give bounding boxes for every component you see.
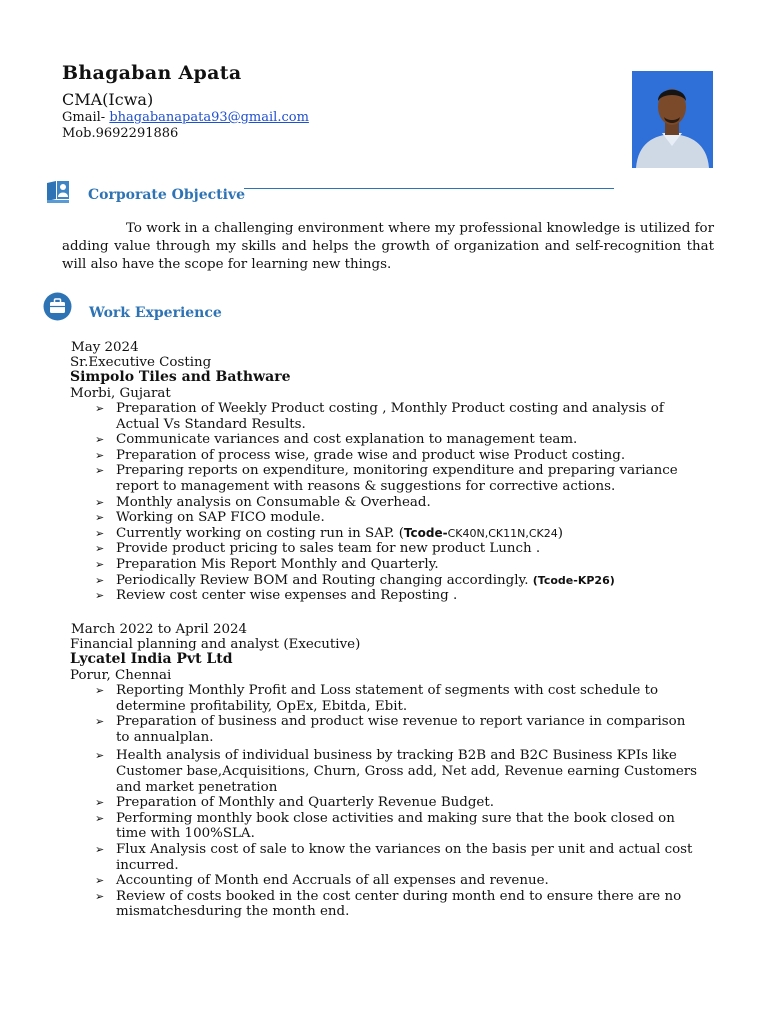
mobile-number: Mob.9692291886 [62,126,179,141]
bullet-text: Performing monthly book close activities and making sure that the book closed on time with 100%SLA. [116,810,675,842]
list-item [95,573,700,589]
bullet-text: Periodically Review BOM and Routing changing accordingly. [116,572,533,588]
arrow-bullet-icon: ➢ [95,749,105,763]
arrow-bullet-icon: ➢ [95,402,105,415]
arrow-bullet-icon: ➢ [95,511,105,525]
arrow-bullet-icon: ➢ [95,796,105,810]
arrow-bullet-icon: ➢ [95,433,105,447]
arrow-bullet-icon: ➢ [95,842,105,856]
arrow-bullet-icon: ➢ [95,589,105,603]
objective-icon [44,178,72,204]
bullet-text: Preparation of Weekly Product costing , Monthly Product costing and analysis of Actual Vs Standard Results. [116,401,664,432]
briefcase-icon [43,292,72,321]
list-item [95,526,700,542]
email-label: Gmail- [62,110,110,125]
bullet-text: Health analysis of individual business by tracking B2B and B2C Business KPIs like Customer base,Acquisitions, Churn, Gross add, Net add, Revenue earning Customers and market penetration [116,748,698,795]
candidate-name: Bhagaban Apata [62,62,242,84]
list-item [95,811,700,842]
bullet-text: Preparation of business and product wise revenue to report variance in comparison to annualplan. [116,714,686,745]
job-role: Sr.Executive Costing [70,355,212,370]
job-bullet-list [95,401,700,604]
job-date: May 2024 [71,340,139,355]
list-item [95,495,700,511]
bullet-text: Working on SAP FICO module. [116,510,325,526]
arrow-bullet-icon: ➢ [95,464,105,478]
bullet-text: Provide product pricing to sales team for new product Lunch . [116,541,541,557]
bullet-text: Preparation of process wise, grade wise and product wise Product costing. [116,447,626,463]
list-item [95,448,700,464]
list-item [95,683,700,714]
qualification: CMA(Icwa) [62,90,154,109]
email-line [62,110,309,126]
arrow-bullet-icon: ➢ [95,557,105,571]
bullet-text: Preparing reports on expenditure, monitoring expenditure and preparing variance report to management with reasons & suggestions for corrective actions. [116,463,678,494]
arrow-bullet-icon: ➢ [95,874,105,888]
tcode-text: Tcode-CK40N,CK11N,CK24 [403,525,558,540]
list-item [95,588,700,604]
tcode-text: (Tcode-KP26) [532,573,615,587]
list-item [95,842,700,873]
list-item [95,889,700,920]
arrow-bullet-icon: ➢ [95,448,105,462]
bullet-text: Review of costs booked in the cost center during month end to ensure there are no mismatchesduring the month end. [116,888,682,920]
list-item [95,463,700,494]
job-location: Morbi, Gujarat [70,386,171,401]
list-item [95,748,700,795]
work-experience-heading: Work Experience [89,305,222,321]
objective-text: To work in a challenging environment where my professional knowledge is utilized for adding value through my skills and helps the growth of organization and self-recognition that will also have the scope for learning new things. [62,221,714,272]
list-item [95,401,700,432]
bullet-text: Currently working on costing run in SAP. ( [116,525,404,541]
bullet-text: Communicate variances and cost explanation to management team. [116,432,578,448]
list-item [95,510,700,526]
list-item [95,795,700,811]
arrow-bullet-icon: ➢ [95,715,105,729]
arrow-bullet-icon: ➢ [95,811,105,825]
bullet-text-tail: ) [557,525,563,541]
email-link[interactable]: bhagabanapata93@gmail.com [109,110,309,125]
list-item [95,557,700,573]
job-role: Financial planning and analyst (Executive) [70,637,361,652]
bullet-text: Flux Analysis cost of sale to know the variances on the basis per unit and actual cost incurred. [116,841,693,873]
list-item [95,714,700,745]
objective-divider [244,188,614,189]
bullet-text: Review cost center wise expenses and Reposting . [116,588,458,604]
arrow-bullet-icon: ➢ [95,573,105,587]
job-company: Lycatel India Pvt Ltd [70,651,233,667]
arrow-bullet-icon: ➢ [95,889,105,903]
arrow-bullet-icon: ➢ [95,684,105,697]
arrow-bullet-icon: ➢ [95,526,105,540]
job-company: Simpolo Tiles and Bathware [70,369,291,385]
profile-photo [632,71,713,168]
arrow-bullet-icon: ➢ [95,542,105,556]
arrow-bullet-icon: ➢ [95,495,105,509]
job-location: Porur, Chennai [70,668,172,683]
list-item [95,873,700,889]
profile-photo-icon [632,71,713,168]
bullet-text: Preparation of Monthly and Quarterly Revenue Budget. [116,795,494,811]
bullet-text: Preparation Mis Report Monthly and Quarterly. [116,556,439,572]
objective-heading: Corporate Objective [88,187,245,203]
bullet-text: Accounting of Month end Accruals of all expenses and revenue. [116,873,549,889]
list-item [95,541,700,557]
job-bullet-list [95,683,700,920]
bullet-text: Reporting Monthly Profit and Loss statement of segments with cost schedule to determine profitability, OpEx, Ebitda, Ebit. [116,683,659,714]
bullet-text: Monthly analysis on Consumable & Overhead. [116,494,431,510]
job-date: March 2022 to April 2024 [71,622,248,637]
list-item [95,432,700,448]
